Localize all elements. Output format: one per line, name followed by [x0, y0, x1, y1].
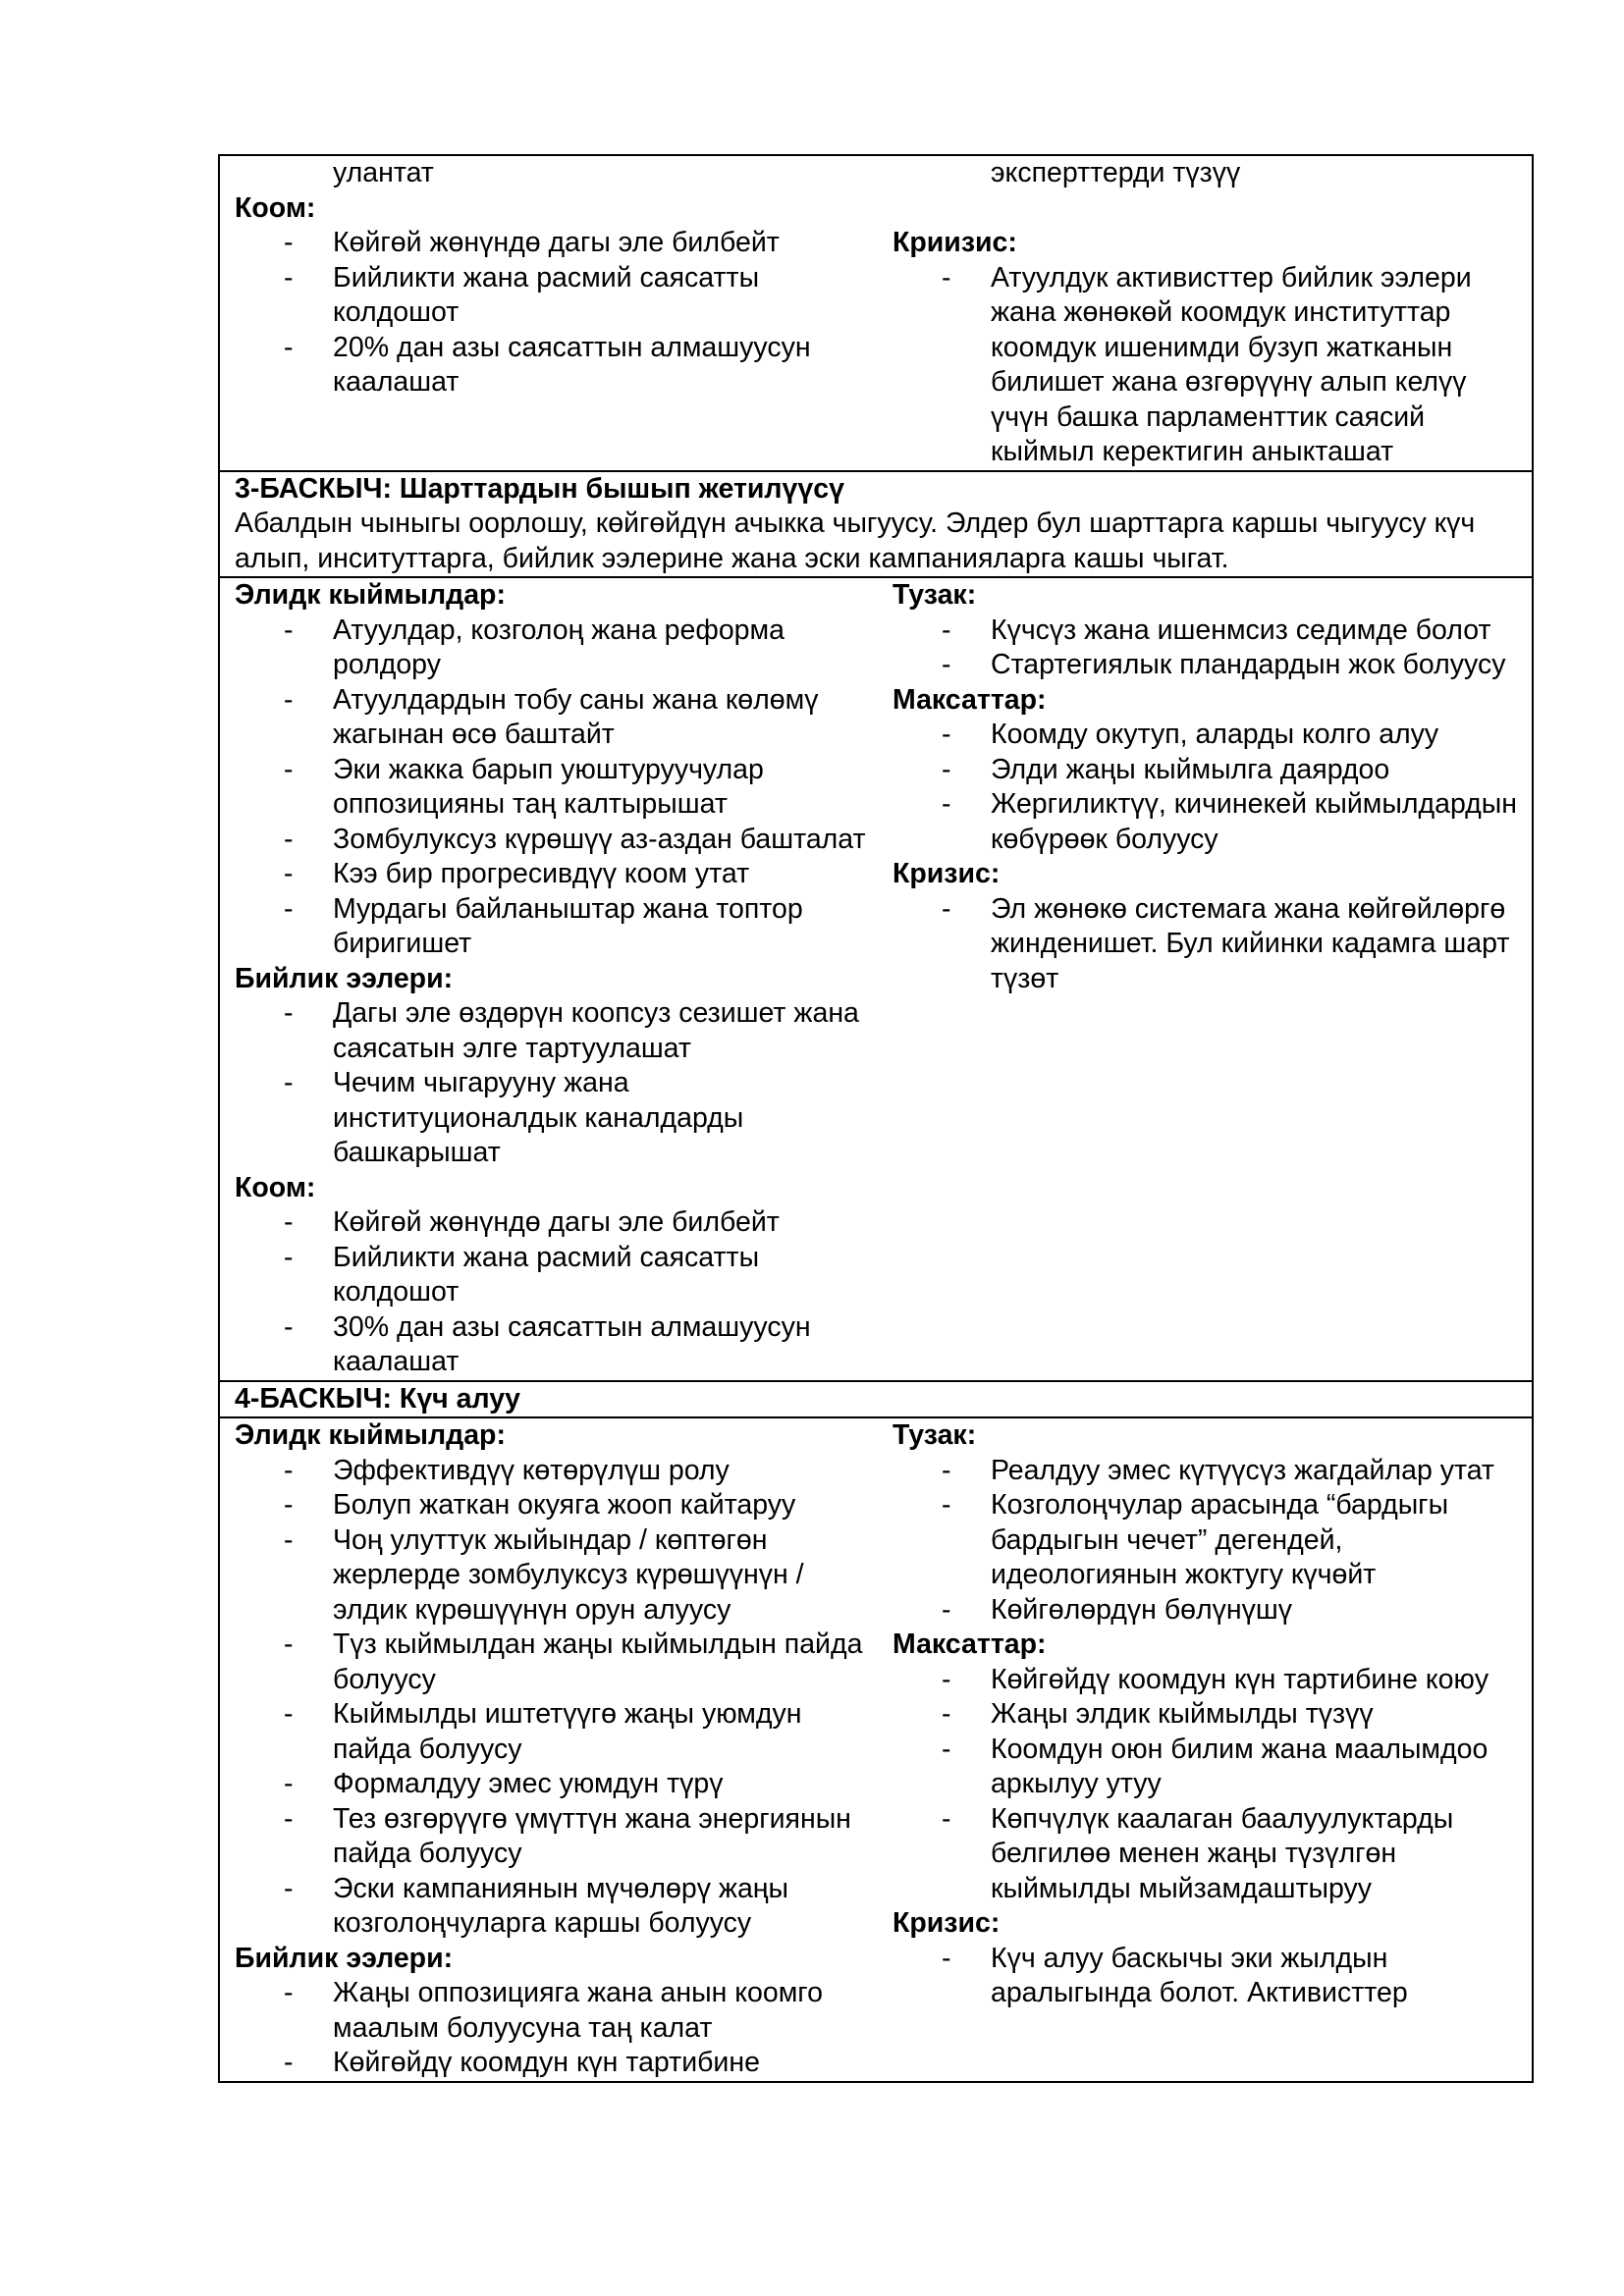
left-cell [220, 578, 878, 1380]
dash-bullet: - [284, 227, 294, 258]
right-cell [878, 578, 1532, 1380]
section-heading: Максаттар: [892, 1629, 1047, 1660]
list-item-text: Көйгөй жөнүндө дагы эле билбейт [333, 1206, 780, 1238]
stage-title: 4-БАСКЫЧ: Күч алуу [235, 1382, 520, 1415]
dash-bullet: - [284, 753, 294, 785]
dash-bullet: - [284, 892, 294, 925]
list-item-text: Коомдун оюн билим жана маалымдоо аркылуу утуу [990, 1733, 1489, 1799]
section-heading: Криизис: [892, 227, 1017, 258]
list-item [235, 1767, 870, 1802]
list-item [235, 753, 870, 823]
list-item [235, 857, 870, 892]
dash-bullet: - [284, 1067, 294, 1098]
right-cell [878, 1418, 1532, 2081]
list-item [235, 1488, 870, 1523]
dash-bullet: - [941, 1802, 951, 1835]
list-item [893, 1697, 1522, 1733]
dash-bullet: - [284, 1977, 294, 2008]
section-heading: Максаттар: [892, 683, 1047, 716]
list-item-text: Жаңы элдик кыймылды түзүү [990, 1698, 1374, 1730]
section-heading: Элидк кыймылдар: [235, 1419, 506, 1451]
dash-bullet: - [284, 1698, 294, 1730]
dash-bullet: - [284, 1629, 294, 1660]
table-row [220, 470, 1532, 577]
continued-text: эксперттерди түзүү [990, 157, 1241, 188]
list-item [235, 1241, 870, 1310]
left-cell [220, 156, 878, 470]
dash-bullet: - [941, 1489, 951, 1521]
dash-bullet: - [284, 1802, 294, 1835]
stage-title: 3-БАСКЫЧ: Шарттардын бышып жетилүүсү [235, 472, 844, 505]
document-table [218, 154, 1534, 2083]
list-item-text: Козголоңчулар арасында “бардыгы бардыгын чечет” дегендей, идеологиянын жоктугу күчөйт [990, 1489, 1449, 1590]
list-item [235, 1802, 870, 1872]
list-item-text: Коомду окутуп, аларды колго алуу [990, 719, 1439, 750]
list-item-text: Кээ бир прогресивдүү коом утат [333, 858, 750, 889]
list-item-text: 30% дан азы саясаттын алмашуусун каалашат [333, 1310, 811, 1377]
list-item [893, 1663, 1522, 1698]
dash-bullet: - [941, 753, 951, 785]
dash-bullet: - [284, 1523, 294, 1556]
bullet-list [235, 614, 870, 962]
bullet-list [893, 1942, 1522, 2011]
list-item-text: Күчсүз жана ишенмсиз седимде болот [990, 614, 1491, 646]
dash-bullet: - [941, 892, 951, 925]
dash-bullet: - [941, 261, 951, 294]
list-item [235, 2046, 870, 2081]
list-item [893, 787, 1522, 857]
list-item [235, 683, 870, 753]
section-heading: Элидк кыймылдар: [235, 579, 506, 611]
list-item-text: Кыймылды иштетүүгө жаңы уюмдун пайда болуусу [333, 1698, 802, 1765]
list-item-text: Мурдагы байланыштар жана топтор биригишет [333, 892, 803, 959]
list-item [235, 1697, 870, 1767]
list-item-text: Чечим чыгарууну жана институционалдык каналдарды башкарышат [333, 1067, 744, 1168]
dash-bullet: - [941, 1663, 951, 1695]
dash-bullet: - [284, 1241, 294, 1273]
list-item-text: Эффективдүү көтөрүлүш ролу [333, 1454, 730, 1486]
dash-bullet: - [941, 1454, 951, 1486]
list-item [893, 648, 1522, 683]
section-heading: Кризис: [892, 858, 1001, 889]
dash-bullet: - [941, 649, 951, 680]
table-row [220, 156, 1532, 470]
list-item [235, 823, 870, 858]
list-item-text: Тез өзгөрүүгө үмүттүн жана энергиянын пайда болуусу [333, 1802, 851, 1869]
list-item-text: Дагы эле өздөрүн коопсуз сезишет жана саясатын элге тартуулашат [333, 997, 859, 1064]
list-item [893, 1802, 1522, 1907]
list-item [893, 261, 1522, 470]
list-item-text: Стартегиялык пландардын жок болуусу [990, 649, 1506, 680]
dash-bullet: - [284, 1310, 294, 1343]
list-item-text: Эл жөнөкө системага жана көйгөйлөргө жинденишет. Бул кийинки кадамга шарт түзөт [990, 892, 1510, 994]
list-item-text: Болуп жаткан окуяга жооп кайтаруу [333, 1489, 796, 1521]
list-item [235, 892, 870, 962]
list-item-text: Элди жаңы кыймылга даярдоо [990, 753, 1390, 785]
list-item-text: Атуулдук активисттер бийлик ээлери жана жөнөкөй коомдук институттар коомдук ишенимди бузуп жатканын билишет жана өзгөрүүнү алып келүү үчүн башка парламенттик саясий кыймыл керектигин аныкташат [990, 261, 1472, 467]
list-item-text: Атуулдардын тобу саны жана көлөмү жагынан өсө баштайт [333, 683, 819, 750]
bullet-list [235, 996, 870, 1171]
list-item [235, 1628, 870, 1697]
list-item-text: Көпчүлүк каалаган баалуулуктарды белгилөө менен жаңы түзүлгөн кыймылды мыйзамдаштыруу [990, 1802, 1454, 1904]
list-item-text: Зомбулуксуз күрөшүү аз-аздан башталат [333, 823, 866, 855]
dash-bullet: - [284, 1206, 294, 1238]
continued-text: улантат [333, 157, 434, 188]
bullet-list [893, 718, 1522, 857]
list-item-text: Көйгөйдү коомдун күн тартибине [333, 2047, 760, 2078]
left-cell [220, 1418, 878, 2081]
dash-bullet: - [284, 1768, 294, 1799]
dash-bullet: - [284, 1454, 294, 1486]
dash-bullet: - [941, 1942, 951, 1974]
list-item [893, 1593, 1522, 1629]
dash-bullet: - [284, 2047, 294, 2078]
list-item [893, 1454, 1522, 1489]
dash-bullet: - [941, 788, 951, 820]
right-cell [878, 156, 1532, 470]
list-item-text: Эски кампаниянын мүчөлөрү жаңы козголоңчуларга каршы болуусу [333, 1872, 789, 1939]
bullet-list [235, 1205, 870, 1380]
section-heading: Коом: [235, 1171, 316, 1203]
list-item-text: Көйгөй жөнүндө дагы эле билбейт [333, 227, 780, 258]
section-heading: Коом: [235, 191, 316, 224]
list-item-text: Атуулдар, козголоң жана реформа ролдору [333, 614, 785, 680]
list-item-text: Күч алуу баскычы эки жылдын аралыгында болот. Активисттер [990, 1942, 1408, 2008]
list-item-text: Көйгөйдү коомдун күн тартибине коюу [990, 1663, 1489, 1695]
section-heading: Кризис: [892, 1907, 1001, 1939]
dash-bullet: - [284, 614, 294, 646]
list-item [893, 1733, 1522, 1802]
list-item-text: 20% дан азы саясаттын алмашуусун каалашат [333, 331, 811, 398]
bullet-list [893, 892, 1522, 997]
list-item [235, 614, 870, 683]
dash-bullet: - [941, 1733, 951, 1765]
list-item [893, 892, 1522, 997]
dash-bullet: - [284, 823, 294, 855]
list-item [235, 1205, 870, 1241]
list-item [235, 1066, 870, 1171]
list-item-text: Чоң улуттук жыйындар / көптөгөн жерлерде зомбулуксуз күрөшүүнүн / элдик күрөшүүнүн орун алуусу [333, 1523, 804, 1626]
dash-bullet: - [284, 331, 294, 363]
section-heading: Бийлик ээлери: [235, 962, 454, 994]
list-item-text: Жергиликтүү, кичинекей кыймылдардын көбүрөөк болуусу [990, 788, 1518, 855]
list-item [893, 718, 1522, 753]
list-item-text: Жаңы оппозицияга жана анын коомго маалым болуусуна таң калат [333, 1977, 823, 2044]
section-heading: Тузак: [892, 1419, 977, 1451]
list-item [235, 1872, 870, 1942]
table-row [220, 576, 1532, 1380]
list-item [235, 1523, 870, 1629]
list-item [235, 1976, 870, 2046]
bullet-list [893, 1663, 1522, 1907]
list-item [893, 614, 1522, 649]
dash-bullet: - [941, 1593, 951, 1626]
blank-line [893, 191, 1522, 227]
section-heading: Бийлик ээлери: [235, 1942, 454, 1974]
table-row [220, 1416, 1532, 2081]
stage-cell [220, 1382, 532, 1417]
list-item-text: Бийликти жана расмий саясатты колдошот [333, 261, 760, 328]
dash-bullet: - [284, 261, 294, 294]
list-item [235, 261, 870, 331]
list-item-text: Эки жакка барып уюштуруучулар оппозицияны таң калтырышат [333, 753, 764, 820]
list-item-text: Түз кыймылдан жаңы кыймылдын пайда болуусу [333, 1629, 863, 1695]
bullet-list [893, 1454, 1522, 1629]
dash-bullet: - [941, 614, 951, 646]
list-item [893, 1942, 1522, 2011]
list-item [235, 331, 870, 400]
dash-bullet: - [941, 1698, 951, 1730]
table-row [220, 1380, 1532, 1417]
list-item-text: Формалдуу эмес уюмдун түрү [333, 1768, 724, 1799]
dash-bullet: - [284, 1489, 294, 1521]
list-item-text: Реалдуу эмес күтүүсүз жагдайлар утат [990, 1454, 1494, 1486]
stage-cell [220, 472, 1532, 577]
bullet-list [235, 1454, 870, 1942]
list-item [893, 753, 1522, 788]
dash-bullet: - [284, 858, 294, 889]
list-item-text: Көйгөлөрдүн бөлүнүшү [990, 1593, 1292, 1626]
section-heading: Тузак: [892, 579, 977, 611]
bullet-list [235, 226, 870, 400]
dash-bullet: - [284, 997, 294, 1029]
dash-bullet: - [284, 683, 294, 716]
bullet-list [893, 614, 1522, 683]
dash-bullet: - [284, 1872, 294, 1904]
list-item [235, 226, 870, 261]
bullet-list [235, 1976, 870, 2081]
list-item [235, 1310, 870, 1380]
list-item [235, 1454, 870, 1489]
stage-description: Абалдын чыныгы оорлошу, көйгөйдүн ачыкка чыгуусу. Элдер бул шарттарга каршы чыгуусу күч алып, инситуттарга, бийлик ээлерине жана эски кампанияларга кашы чыгат. [235, 507, 1476, 574]
list-item-text: Бийликти жана расмий саясатты колдошот [333, 1241, 760, 1308]
dash-bullet: - [941, 719, 951, 750]
bullet-list [893, 261, 1522, 470]
list-item [893, 1488, 1522, 1593]
list-item [235, 996, 870, 1066]
